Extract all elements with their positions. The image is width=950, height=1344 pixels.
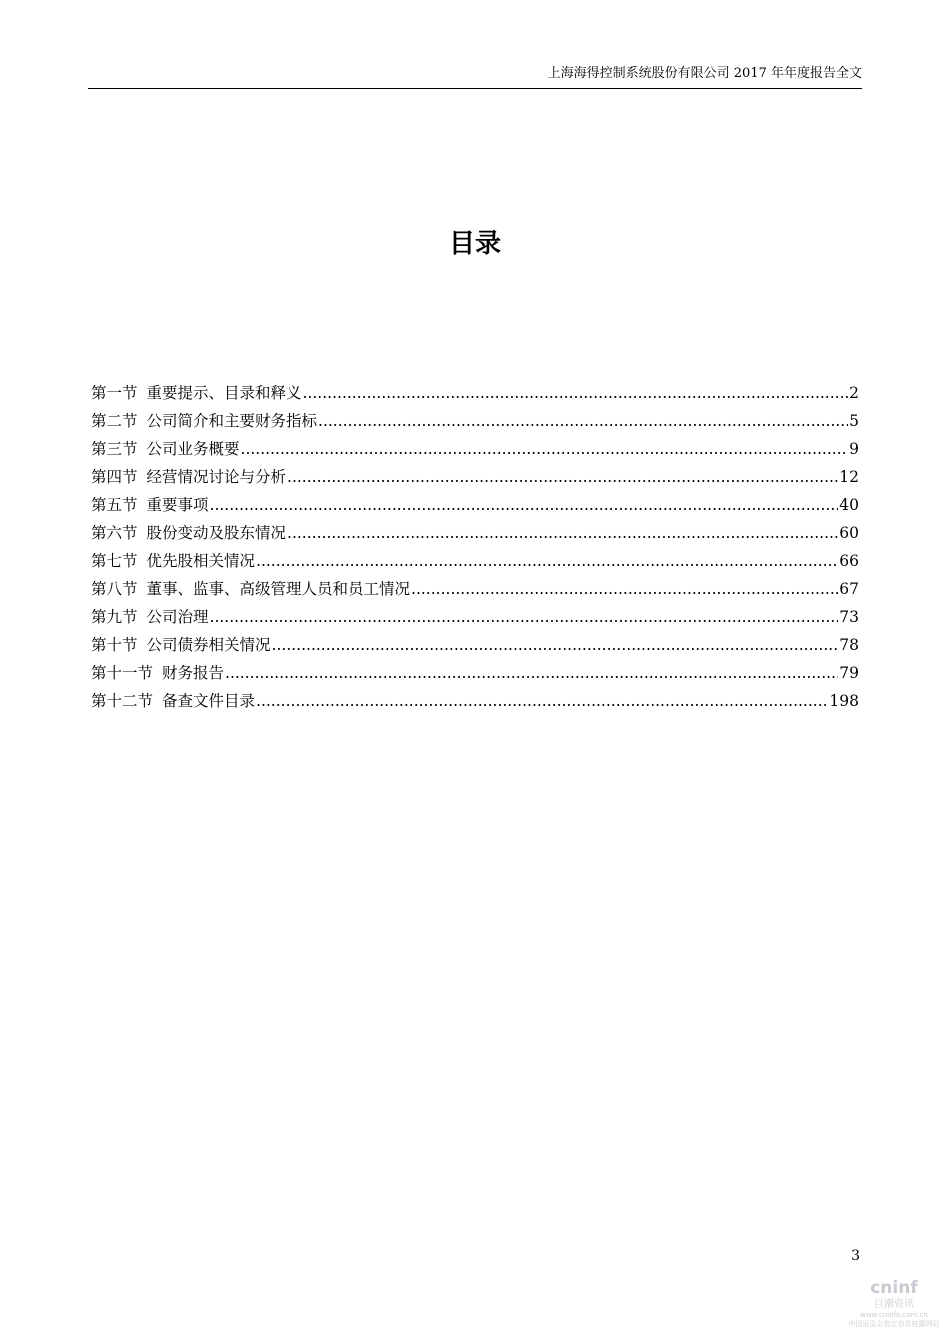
toc-entry-5[interactable] (91, 491, 859, 519)
watermark-logo: cninf (870, 1278, 918, 1298)
toc-page-number: 5 (849, 412, 859, 430)
toc-page-number: 66 (839, 552, 859, 570)
toc-section-label: 第六节 (91, 524, 138, 542)
toc-entry-3[interactable] (91, 435, 859, 463)
toc-page-number: 12 (839, 468, 859, 486)
toc-page-number: 9 (849, 440, 859, 458)
toc-leader (256, 687, 828, 715)
toc-entry-12[interactable] (91, 687, 859, 715)
watermark-url: www.cninfo.com.cn (860, 1311, 928, 1319)
toc-page-number: 60 (839, 524, 859, 542)
toc-title: 重要事项 (146, 496, 209, 514)
table-of-contents (91, 379, 859, 715)
toc-page-number: 79 (839, 664, 859, 682)
toc-title: 重要提示、目录和释义 (146, 384, 302, 402)
toc-page-number: 67 (839, 580, 859, 598)
cninfo-watermark (840, 1278, 948, 1340)
toc-section-label: 第四节 (91, 468, 138, 486)
toc-leader (210, 491, 839, 519)
toc-entry-8[interactable] (91, 575, 859, 603)
toc-title: 公司简介和主要财务指标 (146, 412, 318, 430)
toc-entry-4[interactable] (91, 463, 859, 491)
toc-section-label: 第七节 (91, 552, 138, 570)
toc-leader (272, 631, 839, 659)
running-header: 上海海得控制系统股份有限公司 2017 年年度报告全文 (547, 66, 862, 81)
toc-title: 经营情况讨论与分析 (146, 468, 287, 486)
toc-section-label: 第八节 (91, 580, 138, 598)
toc-leader (287, 463, 838, 491)
toc-title: 董事、监事、高级管理人员和员工情况 (146, 580, 411, 598)
page-title: 目录 (448, 229, 501, 259)
header-rule (88, 88, 862, 89)
toc-section-label: 第三节 (91, 440, 138, 458)
toc-section-label: 第十二节 (91, 692, 154, 710)
toc-entry-10[interactable] (91, 631, 859, 659)
toc-page-number: 2 (849, 384, 859, 402)
toc-section-label: 第二节 (91, 412, 138, 430)
toc-leader (241, 435, 849, 463)
toc-entry-1[interactable] (91, 379, 859, 407)
toc-section-label: 第五节 (91, 496, 138, 514)
toc-page-number: 78 (839, 636, 859, 654)
watermark-org: 中国证监会指定信息披露网站 (848, 1320, 940, 1328)
toc-leader (287, 519, 838, 547)
toc-title: 优先股相关情况 (146, 552, 256, 570)
toc-title: 公司业务概要 (146, 440, 240, 458)
toc-leader (210, 603, 839, 631)
toc-title: 股份变动及股东情况 (146, 524, 287, 542)
toc-leader (303, 379, 849, 407)
toc-entry-11[interactable] (91, 659, 859, 687)
toc-page-number: 40 (839, 496, 859, 514)
toc-page-number: 73 (839, 608, 859, 626)
toc-entry-6[interactable] (91, 519, 859, 547)
toc-title: 财务报告 (162, 664, 225, 682)
toc-leader (225, 659, 838, 687)
toc-title: 公司债券相关情况 (146, 636, 271, 654)
toc-leader (318, 407, 848, 435)
toc-section-label: 第九节 (91, 608, 138, 626)
toc-leader (256, 547, 838, 575)
toc-section-label: 第十一节 (91, 664, 154, 682)
toc-title: 备查文件目录 (162, 692, 256, 710)
toc-entry-7[interactable] (91, 547, 859, 575)
toc-title: 公司治理 (146, 608, 209, 626)
toc-page-number: 198 (829, 692, 859, 710)
toc-entry-9[interactable] (91, 603, 859, 631)
toc-section-label: 第十节 (91, 636, 138, 654)
toc-leader (411, 575, 838, 603)
watermark-name: 巨潮资讯 (874, 1299, 914, 1310)
toc-section-label: 第一节 (91, 384, 138, 402)
toc-entry-2[interactable] (91, 407, 859, 435)
page-number: 3 (851, 1248, 860, 1264)
